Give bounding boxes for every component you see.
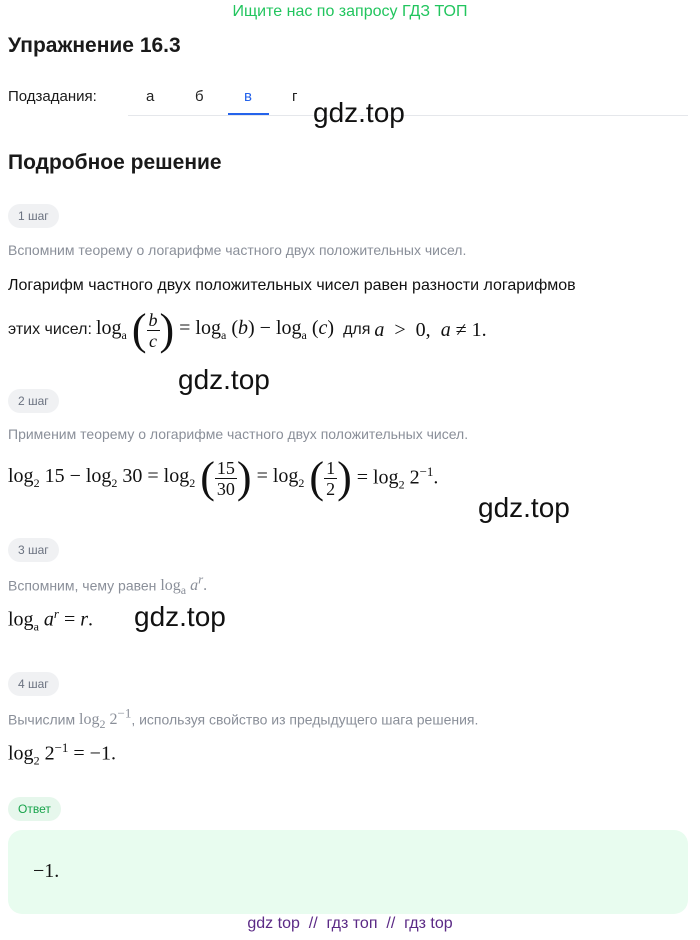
watermark: gdz.top	[478, 492, 570, 523]
step-1-for-word: для	[343, 321, 371, 338]
subtasks-label: Подзадания:	[8, 88, 97, 105]
step-4-formula: $\log_2 2^{-1} = -1$.	[8, 740, 116, 768]
answer-value: −1.	[33, 860, 60, 882]
answer-badge: Ответ	[8, 797, 61, 821]
page-title: Упражнение 16.3	[8, 34, 181, 57]
step-3-hint: Вспомним, чему равен $\log_a a^r$.	[8, 572, 208, 598]
step-4-badge: 4 шаг	[8, 672, 59, 696]
tab-active-underline	[228, 113, 269, 115]
tab-v[interactable]: в	[244, 88, 252, 105]
subtasks-divider	[128, 115, 688, 116]
top-banner: Ищите нас по запросу ГДЗ ТОП	[232, 3, 468, 20]
watermark: gdz.top	[134, 601, 226, 632]
tab-g[interactable]: г	[292, 88, 298, 105]
tab-b[interactable]: б	[195, 88, 204, 105]
step-3-badge: 3 шаг	[8, 538, 59, 562]
step-3-formula: $\log_a a^r = r$.	[8, 606, 94, 634]
step-2-formula: $\log_2 15 - \log_2 30 = \log_2$ ( $\frac{15}{30}$ ) = $\log_2$ ( $\frac{1}{2}$ ) = $\log_2 2^{-1}$.	[8, 453, 439, 502]
section-title: Подробное решение	[8, 151, 222, 174]
step-1-text-2: этих чисел:	[8, 321, 92, 338]
step-1-formula: этих чисел: $\log_a$ ( $\frac{b}{c}$ ) = $\log_a (b) - \log_a (c)$ для a > 0, a ≠ 1.	[8, 305, 487, 354]
step-2-hint: Применим теорему о логарифме частного двух положительных чисел.	[8, 426, 469, 442]
step-1-hint: Вспомним теорему о логарифме частного двух положительных чисел.	[8, 242, 467, 258]
tab-a[interactable]: а	[146, 88, 155, 105]
step-1-text: Логарифм частного двух положительных чисел равен разности логарифмов	[8, 277, 576, 294]
step-4-hint: Вычислим $\log_2 2^{-1}$, используя свойство из предыдущего шага решения.	[8, 706, 479, 732]
watermark: gdz.top	[313, 97, 405, 128]
watermark: gdz.top	[178, 364, 270, 395]
footer-links[interactable]: gdz top // гдз топ // гдз top	[247, 915, 453, 932]
step-2-badge: 2 шаг	[8, 389, 59, 413]
step-1-badge: 1 шаг	[8, 204, 59, 228]
answer-box	[8, 830, 688, 914]
